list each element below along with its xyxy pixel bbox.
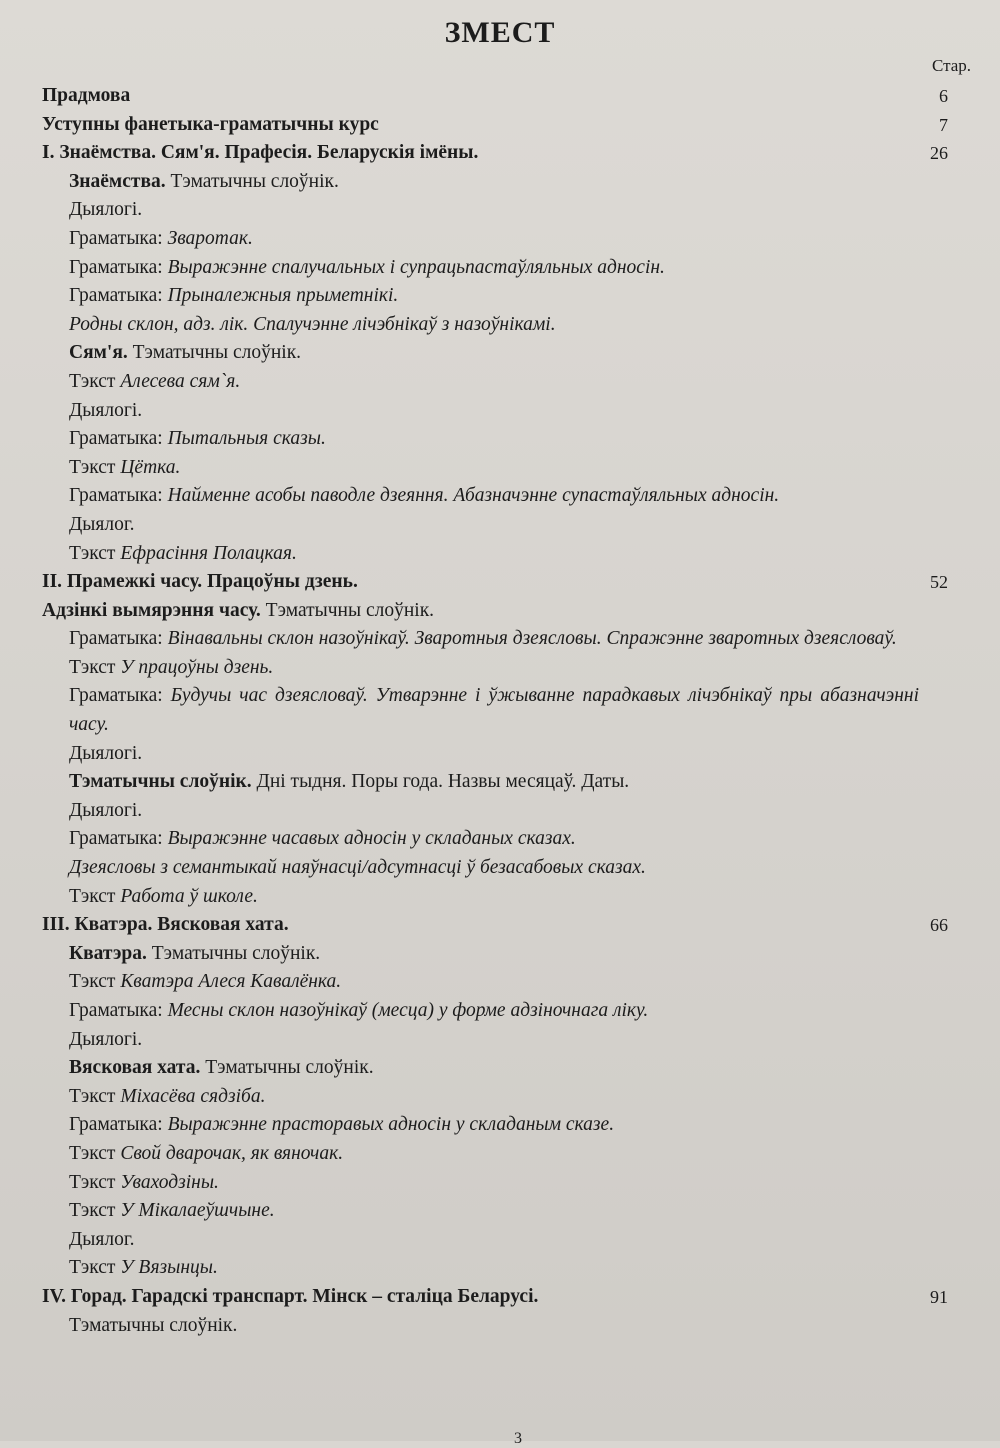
toc-entry bbox=[0, 740, 1000, 769]
toc-section bbox=[0, 82, 1000, 111]
entry-text: Граматыка: bbox=[69, 628, 168, 650]
toc-entry-text bbox=[0, 482, 919, 511]
toc-entry-text bbox=[0, 654, 1000, 683]
entry-italic-text: У Мікалаеўшчыне. bbox=[120, 1200, 275, 1222]
toc-entry bbox=[0, 196, 1000, 225]
entry-text: Граматыка: bbox=[69, 1000, 168, 1021]
toc-entry-text bbox=[0, 797, 1000, 826]
toc-entry bbox=[0, 1140, 1000, 1169]
toc-entry-text bbox=[0, 597, 1000, 626]
toc-entry bbox=[0, 854, 1000, 883]
toc-section bbox=[0, 1283, 1000, 1312]
toc-entry-text bbox=[0, 196, 1000, 225]
entry-italic-text: Будучы час дзеясловаў. Утварэнне і ўжыванне парадкавых лічэбнікаў пры абазначэнні часу. bbox=[69, 685, 919, 736]
toc-entry-text bbox=[0, 139, 1000, 168]
entry-text: Граматыка: bbox=[69, 685, 171, 707]
toc-page-number: 7 bbox=[939, 114, 948, 135]
toc-section bbox=[0, 597, 1000, 626]
toc-entry bbox=[0, 454, 1000, 483]
footer-page-number: 3 bbox=[514, 1430, 522, 1447]
toc-section bbox=[0, 568, 1000, 597]
entry-text: Тэкст bbox=[69, 1171, 121, 1193]
entry-text: Граматыка: bbox=[69, 1114, 168, 1136]
toc-entry-text bbox=[0, 682, 919, 739]
toc-entry-text bbox=[0, 854, 1000, 883]
entry-text: Тэкст bbox=[69, 1257, 121, 1279]
entry-italic-text: Уваходзіны. bbox=[120, 1171, 219, 1193]
page-title: ЗМЕСТ bbox=[444, 16, 556, 49]
entry-bold-text: Адзінкі вымярэння часу. bbox=[42, 599, 261, 621]
entry-text: Дыялогі. bbox=[69, 399, 143, 421]
entry-text: Дыялогі. bbox=[69, 199, 143, 221]
toc-entry-text bbox=[0, 740, 1000, 769]
entry-italic-text: Работа ў школе. bbox=[120, 885, 258, 907]
toc-entry bbox=[0, 1111, 1000, 1140]
entry-italic-text: Пытальныя сказы. bbox=[167, 428, 326, 450]
entry-text: Тэматычны слоўнік. bbox=[165, 170, 339, 192]
toc-entry bbox=[0, 254, 1000, 283]
toc-section bbox=[0, 911, 1000, 940]
toc-entry bbox=[0, 1312, 1000, 1341]
toc-entry bbox=[0, 968, 1000, 997]
entry-bold-text: II. Прамежкі часу. Працоўны дзень. bbox=[42, 571, 358, 593]
toc-entry-text bbox=[0, 454, 1000, 483]
toc-entry-text bbox=[0, 883, 1000, 912]
entry-bold-text: Прадмова bbox=[42, 85, 131, 106]
toc-entry bbox=[0, 1197, 1000, 1226]
entry-italic-text: У Вязынцы. bbox=[120, 1257, 218, 1279]
toc-page-number: 91 bbox=[930, 1286, 948, 1307]
entry-text: Граматыка: bbox=[69, 285, 168, 307]
entry-text: Тэкст bbox=[69, 1142, 121, 1164]
entry-text: Тэматычны слоўнік. bbox=[200, 1057, 374, 1079]
entry-text: Дыялог. bbox=[69, 513, 135, 535]
toc-entry-text bbox=[0, 568, 1000, 597]
toc-entry-text bbox=[0, 397, 1000, 426]
toc-entry bbox=[0, 1169, 1000, 1198]
toc-entry-text bbox=[0, 825, 1000, 854]
entry-text: Дыялогі. bbox=[69, 799, 143, 821]
toc-entry bbox=[0, 625, 1000, 654]
entry-italic-text: Вінавальны склон назоўнікаў. Зваротныя дзеясловы. Спражэнне зваротных дзеясловаў. bbox=[167, 628, 897, 650]
toc-entry-text bbox=[0, 1083, 1000, 1112]
toc-page-number: 52 bbox=[930, 572, 948, 593]
entry-bold-text: Вясковая хата. bbox=[69, 1057, 201, 1079]
toc-entry bbox=[0, 168, 1000, 197]
entry-text: Тэкст bbox=[69, 1200, 121, 1222]
toc-entry-text bbox=[0, 540, 1000, 569]
entry-text: Тэкст bbox=[69, 1085, 121, 1107]
toc-section bbox=[0, 111, 1000, 140]
toc-entry bbox=[0, 1083, 1000, 1112]
toc-entry-text bbox=[0, 1226, 1000, 1255]
entry-bold-text: IV. Горад. Гарадскі транспарт. Мінск – сталіца Беларусі. bbox=[42, 1285, 539, 1307]
toc-entry-text bbox=[0, 111, 1000, 140]
entry-italic-text: Дзеясловы з семантыкай наяўнасці/адсутнасці ў безасабовых сказах. bbox=[69, 857, 646, 879]
toc-entry bbox=[0, 654, 1000, 683]
toc-entry-text bbox=[0, 425, 1000, 454]
toc-entry-text bbox=[0, 339, 1000, 368]
toc-entry bbox=[0, 540, 1000, 569]
entry-bold-text: Кватэра. bbox=[69, 942, 147, 964]
entry-text: Дыялогі. bbox=[69, 742, 143, 764]
toc-entry bbox=[0, 1254, 1000, 1283]
entry-italic-text: Выражэнне спалучальных і супрацьпастаўляльных адносін. bbox=[167, 256, 665, 278]
toc-entry-text bbox=[0, 1140, 1000, 1169]
entry-italic-text: Алесева сям`я. bbox=[120, 370, 241, 392]
toc-entry-text bbox=[0, 1283, 1000, 1312]
entry-italic-text: Месны склон назоўнікаў (месца) у форме адзіночнага ліку. bbox=[167, 1000, 649, 1021]
toc-entry bbox=[0, 225, 1000, 254]
entry-bold-text: Знаёмства. bbox=[69, 170, 166, 192]
toc-entry bbox=[0, 282, 1000, 311]
entry-bold-text: Тэматычны слоўнік. bbox=[69, 771, 252, 793]
toc-entry-text bbox=[0, 511, 1000, 540]
page-column-label: Стар. bbox=[932, 56, 972, 75]
toc-entry bbox=[0, 311, 1000, 340]
toc-entry bbox=[0, 1226, 1000, 1255]
toc-entry-text bbox=[0, 1254, 1000, 1283]
entry-text: Тэкст bbox=[69, 971, 121, 993]
toc-entry-text bbox=[0, 911, 1000, 940]
toc-entry-text bbox=[0, 168, 1000, 197]
toc-entry-text bbox=[0, 368, 1000, 397]
entry-italic-text: Найменне асобы паводле дзеяння. Абазначэнне супастаўляльных адносін. bbox=[167, 485, 780, 507]
entry-italic-text: Міхасёва сядзіба. bbox=[120, 1085, 266, 1107]
toc-entry bbox=[0, 997, 1000, 1026]
entry-text: Тэкст bbox=[69, 656, 121, 678]
entry-italic-text: Кватэра Алеся Кавалёнка. bbox=[120, 971, 342, 993]
toc-entry bbox=[0, 368, 1000, 397]
entry-text: Граматыка: bbox=[69, 256, 168, 278]
toc-entry-text bbox=[0, 1054, 1000, 1083]
toc-entry-text bbox=[0, 625, 919, 654]
entry-bold-text: III. Кватэра. Вясковая хата. bbox=[42, 914, 289, 936]
toc-entry-text bbox=[0, 225, 1000, 254]
toc-page-number: 6 bbox=[939, 86, 948, 106]
toc-entry-text bbox=[0, 1312, 1000, 1341]
entry-italic-text: Родны склон, адз. лік. Спалучэнне лічэбнікаў з назоўнікамі. bbox=[69, 313, 556, 335]
entry-italic-text: Выражэнне часавых адносін у складаных сказах. bbox=[167, 828, 576, 850]
toc-entry bbox=[0, 397, 1000, 426]
entry-text: Тэкст bbox=[69, 542, 121, 564]
toc-entry bbox=[0, 825, 1000, 854]
toc-entry-text bbox=[0, 997, 1000, 1026]
entry-text: Тэматычны слоўнік. bbox=[260, 599, 435, 621]
toc-entry bbox=[0, 797, 1000, 826]
toc-entry-text bbox=[0, 968, 1000, 997]
entry-text: Граматыка: bbox=[69, 485, 168, 507]
entry-text: Тэкст bbox=[69, 456, 121, 478]
toc-entry-text bbox=[0, 940, 1000, 969]
entry-bold-text: Уступны фанетыка-граматычны курс bbox=[42, 113, 379, 135]
toc-page-number: 66 bbox=[930, 915, 948, 936]
entry-text: Тэматычны слоўнік. bbox=[69, 1314, 238, 1336]
table-of-contents bbox=[0, 82, 1000, 1340]
entry-text: Тэматычны слоўнік. bbox=[127, 342, 302, 364]
entry-text: Дыялог. bbox=[69, 1228, 135, 1250]
entry-text: Граматыка: bbox=[69, 428, 168, 450]
toc-entry-text bbox=[0, 1197, 1000, 1226]
toc-entry bbox=[0, 1026, 1000, 1055]
entry-bold-text: I. Знаёмства. Сям'я. Прафесія. Беларускія імёны. bbox=[42, 142, 479, 164]
toc-entry bbox=[0, 482, 1000, 511]
toc-entry-text bbox=[0, 1026, 1000, 1055]
entry-text: Тэкст bbox=[69, 370, 121, 392]
toc-entry-text bbox=[0, 282, 1000, 311]
toc-entry bbox=[0, 339, 1000, 368]
entry-italic-text: У працоўны дзень. bbox=[120, 656, 274, 678]
toc-entry-text bbox=[0, 1111, 1000, 1140]
toc-entry-text bbox=[0, 311, 1000, 340]
entry-text: Дні тыдня. Поры года. Назвы месяцаў. Даты. bbox=[251, 771, 630, 793]
entry-italic-text: Зваротак. bbox=[167, 227, 253, 249]
toc-entry-text bbox=[0, 768, 1000, 797]
toc-entry bbox=[0, 940, 1000, 969]
entry-text: Тэкст bbox=[69, 885, 121, 907]
entry-italic-text: Прыналежныя прыметнікі. bbox=[167, 285, 399, 307]
entry-text: Граматыка: bbox=[69, 227, 168, 249]
entry-italic-text: Выражэнне прасторавых адносін у складаным сказе. bbox=[167, 1114, 615, 1136]
toc-entry bbox=[0, 511, 1000, 540]
toc-entry bbox=[0, 425, 1000, 454]
entry-italic-text: Свой дварочак, як вяночак. bbox=[120, 1142, 344, 1164]
toc-page-number: 26 bbox=[930, 143, 948, 164]
entry-text: Дыялогі. bbox=[69, 1028, 143, 1050]
entry-italic-text: Цётка. bbox=[120, 456, 181, 478]
toc-section bbox=[0, 139, 1000, 168]
toc-entry bbox=[0, 682, 1000, 739]
toc-entry bbox=[0, 768, 1000, 797]
toc-entry bbox=[0, 883, 1000, 912]
toc-entry-text bbox=[0, 82, 1000, 111]
toc-entry bbox=[0, 1054, 1000, 1083]
entry-bold-text: Сям'я. bbox=[69, 342, 128, 364]
entry-text: Тэматычны слоўнік. bbox=[146, 942, 321, 964]
entry-text: Граматыка: bbox=[69, 828, 168, 850]
toc-entry-text bbox=[0, 1169, 1000, 1198]
entry-italic-text: Ефрасіння Полацкая. bbox=[120, 542, 297, 564]
toc-entry-text bbox=[0, 254, 1000, 283]
